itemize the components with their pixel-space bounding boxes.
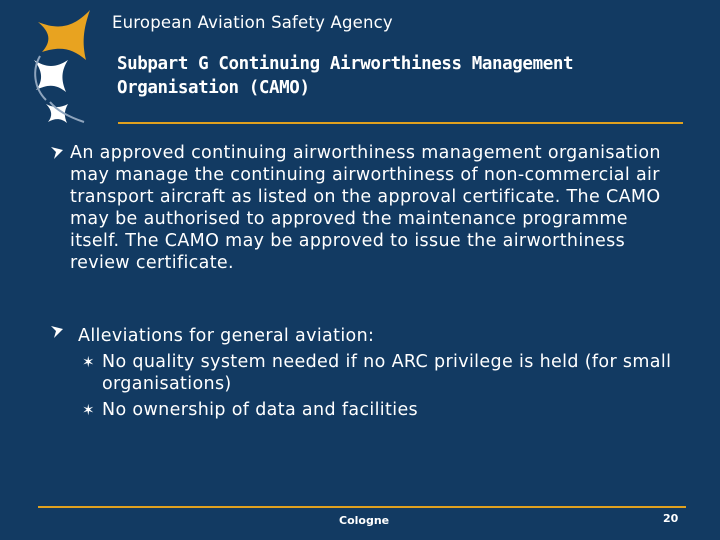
footer-location: Cologne — [339, 514, 390, 527]
sub-bullet-quality-system — [82, 351, 692, 395]
sub-bullet-text: No ownership of data and facilities — [102, 400, 419, 420]
bullet-alleviations: Alleviations for general aviation: — [78, 326, 375, 346]
arrow-bullet-icon — [50, 325, 64, 339]
title-divider — [118, 122, 683, 124]
star-bullet-icon: ✶ — [82, 401, 95, 419]
arrow-bullet-icon — [50, 146, 64, 160]
slide-title: Subpart G Continuing Airworthiness Management Organisation (CAMO) — [117, 54, 574, 98]
agency-name: European Aviation Safety Agency — [112, 13, 393, 32]
bullet-camo-description: An approved continuing airworthiness management organisation may manage the continuing airworthiness of non-commercial air transport aircraft as listed on the approval certificate. The CAMO may be authorised to approved the maintenance programme itself. The CAMO may be approved to issue the airworthiness review certificate. — [70, 143, 661, 273]
sub-bullet-ownership — [82, 399, 692, 421]
sub-bullet-text: No quality system needed if no ARC privilege is held (for small organisations) — [102, 352, 672, 394]
page-number: 20 — [663, 512, 679, 525]
star-bullet-icon: ✶ — [82, 353, 95, 371]
easa-stars-logo — [28, 8, 108, 128]
footer-divider — [38, 506, 686, 508]
